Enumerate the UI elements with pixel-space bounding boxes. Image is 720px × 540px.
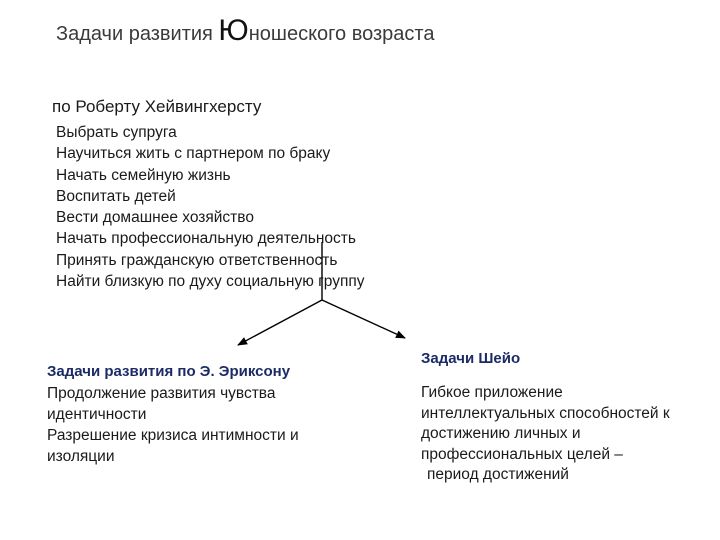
havighurst-item: Вести домашнее хозяйство	[56, 209, 254, 227]
sheyo-line: интеллектуальных способностей к	[421, 404, 670, 422]
sheyo-block	[421, 349, 670, 486]
havighurst-item: Воспитать детей	[56, 187, 176, 205]
erikson-line: Разрешение кризиса интимности и	[47, 427, 299, 444]
erikson-line: идентичности	[47, 406, 147, 423]
erikson-line: изоляции	[47, 448, 115, 465]
title-prefix: Задачи развития	[56, 23, 219, 45]
sheyo-line: профессиональных целей –	[421, 445, 623, 463]
havighurst-item: Найти близкую по духу социальную группу	[56, 273, 365, 291]
sheyo-heading: Задачи Шейо	[421, 350, 521, 367]
havighurst-item: Начать профессиональную деятельность	[56, 230, 356, 248]
arrow-right	[322, 300, 405, 338]
title-rest: ношеского возраста	[248, 23, 435, 45]
havighurst-item: Научиться жить с партнером по браку	[56, 145, 331, 163]
sheyo-line: Гибкое приложение	[421, 384, 563, 401]
title-big-letter: Ю	[218, 14, 249, 47]
havighurst-item: Выбрать супруга	[56, 124, 177, 141]
sheyo-line: достижению личных и	[421, 425, 581, 442]
havighurst-heading: по Роберту Хейвингхерсту	[52, 97, 262, 116]
arrow-left	[238, 300, 322, 345]
erikson-block	[47, 361, 299, 467]
erikson-line: Продолжение развития чувства	[47, 385, 276, 402]
havighurst-item: Начать семейную жизнь	[56, 166, 231, 184]
sheyo-line: период достижений	[427, 466, 569, 483]
havighurst-item: Принять гражданскую ответственность	[56, 251, 338, 269]
erikson-heading: Задачи развития по Э. Эриксону	[47, 363, 291, 380]
